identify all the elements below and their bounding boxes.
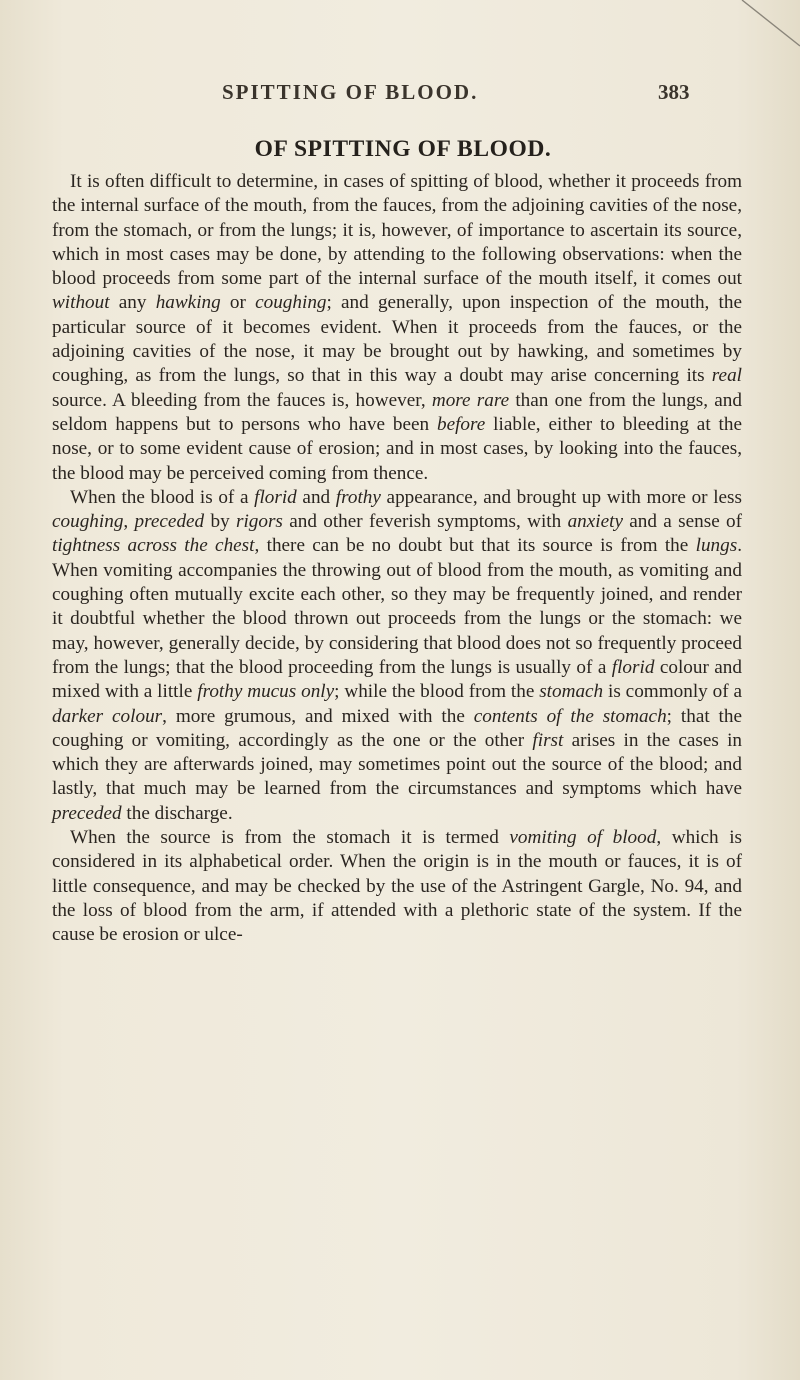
text-run: It is often difficult to determine, in cases of spitting of blood, whether it proceeds from the internal surface of the mouth, from the fauces, from the adjoining cavities of the nose, from the stomach, or from the lungs; it is, however, of importance to ascertain its source, which in most cases may be done, by attending to the following observations: when the blood proceeds from some part of the internal surface of the mouth itself, it comes out (52, 171, 742, 290)
italic-text-run: without (52, 292, 110, 314)
italic-text-run: vomiting of blood (509, 827, 657, 849)
italic-text-run: florid (611, 656, 655, 678)
italic-text-run: real (711, 365, 742, 387)
text-run: liable, either to bleeding at the nose, or to some evident cause of erosion; and in most cases, by looking into the fauces, the blood may be perceived coming from thence. (52, 413, 742, 484)
text-run: ; and generally, upon inspection of the mouth, the particular source of it becomes evident. When it proceeds from the fauces, or the adjoining cavities of the nose, it may be brought out by hawking, and sometimes by coughing, as from the lungs, so that in this way a doubt may arise concerning its (52, 292, 742, 387)
text-run: , which is considered in its alphabetical order. When the origin is in the mouth or fauces, it is of little consequence, and may be checked by the use of the Astringent Gargle, No. 94, and the loss of blood from the arm, if attended with a plethoric state of the system. If the cause be erosion or ulce- (52, 827, 742, 946)
italic-text-run: tightness across the chest (52, 535, 255, 557)
running-head: SPITTING OF BLOOD. (222, 80, 479, 104)
text-run: , (123, 511, 135, 533)
text-run: than one from the lungs, and seldom happens but to persons who have been (52, 389, 742, 435)
text-run: . When vomiting accompanies the throwing out of blood from the mouth, as vomiting and coughing often mutually excite each other, so they may be frequently joined, and render it doubtful whether the blood thrown out proceeds from the lungs or the stomach: we may, however, generally decide, by considering that blood does not so frequently proceed from the lungs; that the blood proceeding from the lungs is usually of a (52, 535, 742, 678)
italic-text-run: first (532, 729, 564, 751)
italic-text-run: before (436, 413, 486, 435)
text-run: colour and mixed with a little (52, 656, 742, 703)
text-run: is commonly of a (603, 681, 742, 703)
text-run: ; that the coughing or vomiting, accordingly as the one or the other (52, 705, 742, 751)
text-run: ; while the blood from the (334, 681, 540, 703)
italic-text-run: preceded (134, 511, 205, 533)
text-run: and other feverish symptoms, with (282, 511, 568, 533)
text-run: arises in the cases in which they are afterwards joined, may sometimes point out the source of the blood; and lastly, that much may be learned from the circumstances and symptoms which have (52, 729, 742, 800)
page-number: 383 (658, 80, 690, 104)
page-corner-crease (0, 0, 800, 60)
italic-text-run: coughing (52, 511, 124, 533)
italic-text-run: lungs (695, 535, 738, 557)
italic-text-run: florid (254, 486, 297, 508)
text-run: When the source is from the stomach it is termed (70, 827, 510, 849)
text-run: and a sense of (622, 511, 743, 533)
chapter-title: OF SPITTING OF BLOOD. (254, 136, 552, 162)
paragraph (52, 486, 742, 826)
paragraph (52, 826, 742, 947)
text-run: When the blood is of a (70, 486, 255, 508)
italic-text-run: contents of the stomach (473, 705, 667, 727)
italic-text-run: preceded (52, 802, 122, 824)
text-run: and (296, 486, 336, 508)
italic-text-run: coughing (255, 292, 327, 314)
italic-text-run: frothy mucus only (197, 681, 335, 703)
text-run: , there can be no doubt but that its source is from the (254, 535, 696, 557)
text-run: source. A bleeding from the fauces is, however, (52, 389, 432, 411)
text-run: , more grumous, and mixed with the (162, 705, 474, 727)
text-run: appearance, and brought up with more or less (380, 486, 742, 508)
italic-text-run: stomach (539, 681, 604, 703)
italic-text-run: more rare (431, 389, 510, 411)
body-text (52, 170, 742, 948)
italic-text-run: anxiety (567, 511, 623, 533)
text-run: by (204, 511, 236, 533)
text-run: or (220, 292, 256, 314)
text-run: the discharge. (121, 802, 233, 824)
italic-text-run: rigors (235, 511, 283, 533)
paragraph (52, 170, 742, 486)
italic-text-run: darker colour (52, 705, 163, 727)
italic-text-run: frothy (335, 486, 381, 508)
italic-text-run: hawking (155, 292, 221, 314)
text-run: any (109, 292, 156, 314)
